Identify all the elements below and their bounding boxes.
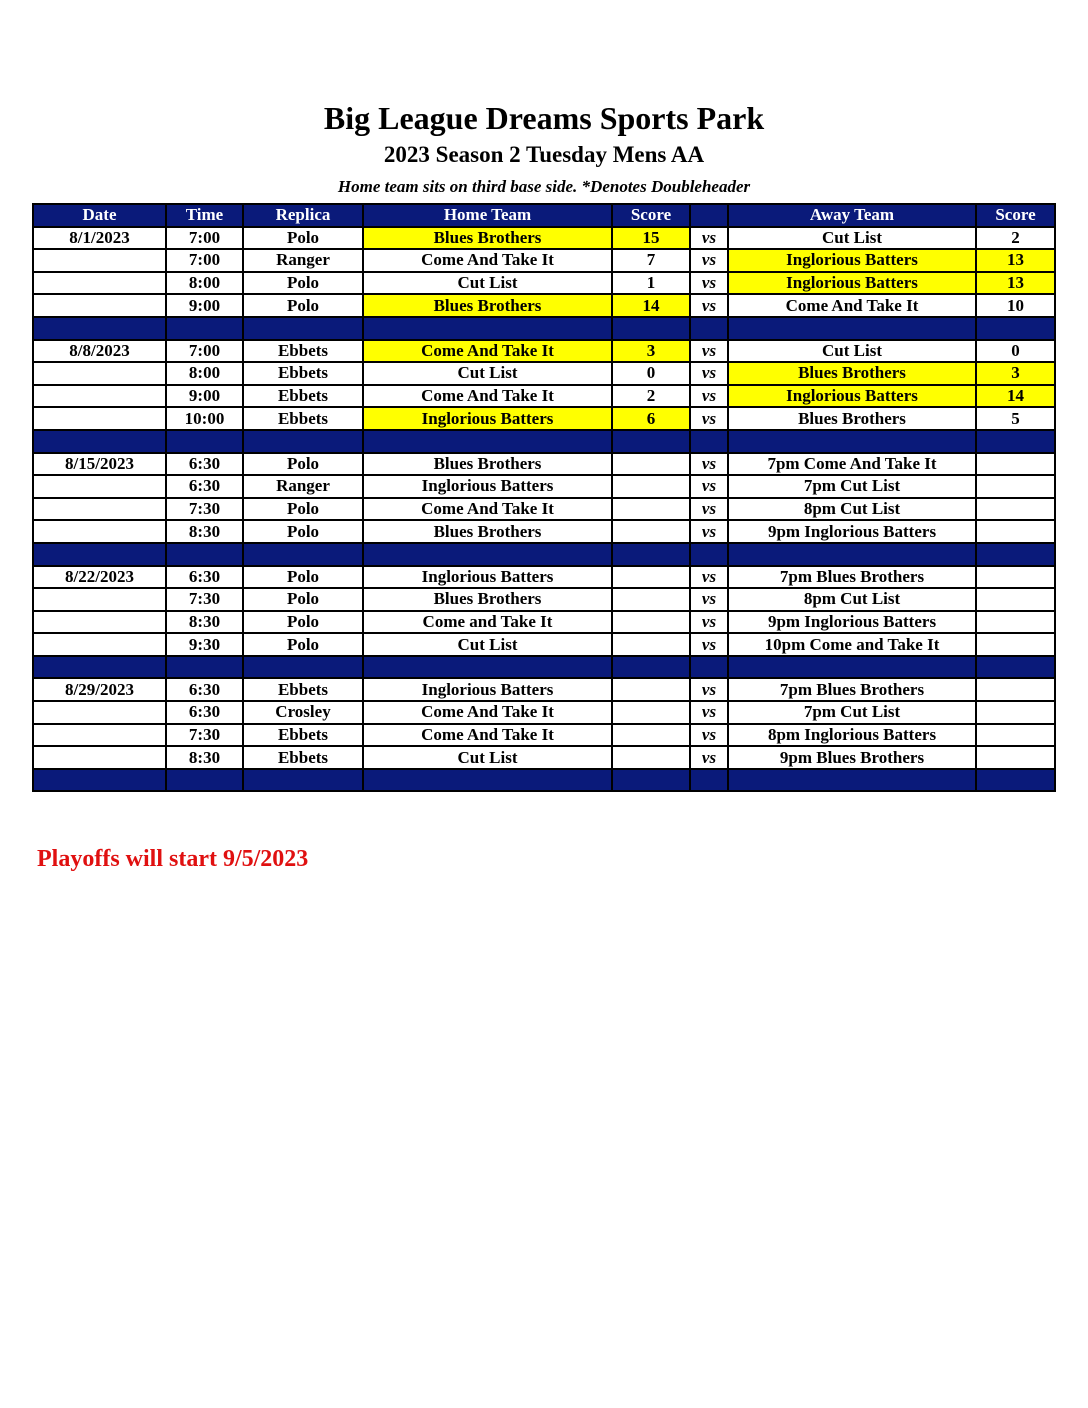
time-cell: 7:30 xyxy=(166,724,243,747)
replica-cell: Ranger xyxy=(243,475,363,498)
separator-cell xyxy=(976,317,1055,340)
time-cell: 8:00 xyxy=(166,272,243,295)
replica-cell: Ebbets xyxy=(243,407,363,430)
separator-cell xyxy=(728,769,976,792)
away-score-cell xyxy=(976,678,1055,701)
away-team-cell: 9pm Inglorious Batters xyxy=(728,611,976,634)
separator-cell xyxy=(690,656,728,679)
away-team-cell: 7pm Cut List xyxy=(728,701,976,724)
table-row xyxy=(33,407,1055,430)
away-score-cell xyxy=(976,520,1055,543)
home-score-cell: 15 xyxy=(612,227,690,250)
home-team-cell: Blues Brothers xyxy=(363,520,612,543)
vs-cell: vs xyxy=(690,249,728,272)
home-team-cell: Cut List xyxy=(363,362,612,385)
home-team-cell: Blues Brothers xyxy=(363,588,612,611)
away-score-cell xyxy=(976,724,1055,747)
time-cell: 10:00 xyxy=(166,407,243,430)
separator-cell xyxy=(363,543,612,566)
date-cell xyxy=(33,475,166,498)
time-cell: 6:30 xyxy=(166,475,243,498)
home-score-cell: 2 xyxy=(612,385,690,408)
home-score-cell xyxy=(612,611,690,634)
vs-cell: vs xyxy=(690,294,728,317)
home-team-cell: Cut List xyxy=(363,633,612,656)
away-score-cell xyxy=(976,498,1055,521)
separator-cell xyxy=(976,769,1055,792)
separator-cell xyxy=(728,543,976,566)
home-team-cell: Inglorious Batters xyxy=(363,475,612,498)
column-header-home-score: Score xyxy=(612,204,690,227)
separator-cell xyxy=(612,543,690,566)
vs-cell: vs xyxy=(690,678,728,701)
separator-cell xyxy=(243,769,363,792)
away-team-cell: 10pm Come and Take It xyxy=(728,633,976,656)
away-team-cell: 8pm Cut List xyxy=(728,498,976,521)
time-cell: 9:00 xyxy=(166,294,243,317)
replica-cell: Polo xyxy=(243,611,363,634)
away-score-cell xyxy=(976,633,1055,656)
vs-cell: vs xyxy=(690,227,728,250)
table-row xyxy=(33,249,1055,272)
home-score-cell: 7 xyxy=(612,249,690,272)
column-header-date: Date xyxy=(33,204,166,227)
away-score-cell: 5 xyxy=(976,407,1055,430)
table-row xyxy=(33,633,1055,656)
week-separator-row xyxy=(33,317,1055,340)
separator-cell xyxy=(363,656,612,679)
separator-cell xyxy=(33,430,166,453)
home-score-cell xyxy=(612,701,690,724)
separator-cell xyxy=(33,317,166,340)
separator-cell xyxy=(976,543,1055,566)
separator-cell xyxy=(690,317,728,340)
separator-cell xyxy=(690,769,728,792)
vs-cell: vs xyxy=(690,633,728,656)
table-row xyxy=(33,746,1055,769)
home-team-cell: Cut List xyxy=(363,746,612,769)
away-score-cell: 13 xyxy=(976,272,1055,295)
vs-cell: vs xyxy=(690,701,728,724)
away-score-cell: 0 xyxy=(976,340,1055,363)
date-cell xyxy=(33,407,166,430)
table-row xyxy=(33,724,1055,747)
replica-cell: Polo xyxy=(243,566,363,589)
away-score-cell: 14 xyxy=(976,385,1055,408)
week-separator-row xyxy=(33,656,1055,679)
date-cell: 8/15/2023 xyxy=(33,453,166,476)
home-score-cell xyxy=(612,498,690,521)
replica-cell: Ebbets xyxy=(243,340,363,363)
date-cell xyxy=(33,746,166,769)
home-score-cell xyxy=(612,633,690,656)
home-score-cell xyxy=(612,724,690,747)
date-cell: 8/29/2023 xyxy=(33,678,166,701)
date-cell xyxy=(33,633,166,656)
home-score-cell: 6 xyxy=(612,407,690,430)
week-separator-row xyxy=(33,769,1055,792)
replica-cell: Polo xyxy=(243,453,363,476)
replica-cell: Ebbets xyxy=(243,362,363,385)
playoffs-notice: Playoffs will start 9/5/2023 xyxy=(37,846,309,872)
table-row xyxy=(33,498,1055,521)
replica-cell: Ebbets xyxy=(243,746,363,769)
vs-cell: vs xyxy=(690,746,728,769)
date-cell xyxy=(33,520,166,543)
home-team-cell: Blues Brothers xyxy=(363,453,612,476)
separator-cell xyxy=(166,430,243,453)
date-cell xyxy=(33,724,166,747)
separator-cell xyxy=(690,430,728,453)
date-cell xyxy=(33,249,166,272)
vs-cell: vs xyxy=(690,475,728,498)
time-cell: 8:30 xyxy=(166,611,243,634)
home-team-cell: Come and Take It xyxy=(363,611,612,634)
separator-cell xyxy=(976,656,1055,679)
week-separator-row xyxy=(33,543,1055,566)
separator-cell xyxy=(612,656,690,679)
time-cell: 8:30 xyxy=(166,520,243,543)
replica-cell: Polo xyxy=(243,294,363,317)
home-team-cell: Come And Take It xyxy=(363,498,612,521)
replica-cell: Ebbets xyxy=(243,724,363,747)
away-team-cell: 7pm Blues Brothers xyxy=(728,678,976,701)
table-row xyxy=(33,475,1055,498)
table-row xyxy=(33,701,1055,724)
vs-cell: vs xyxy=(690,453,728,476)
vs-cell: vs xyxy=(690,566,728,589)
home-score-cell: 0 xyxy=(612,362,690,385)
replica-cell: Ranger xyxy=(243,249,363,272)
home-team-cell: Blues Brothers xyxy=(363,227,612,250)
table-row xyxy=(33,294,1055,317)
replica-cell: Polo xyxy=(243,498,363,521)
time-cell: 7:00 xyxy=(166,227,243,250)
separator-cell xyxy=(728,430,976,453)
away-score-cell: 13 xyxy=(976,249,1055,272)
away-team-cell: 8pm Inglorious Batters xyxy=(728,724,976,747)
home-score-cell xyxy=(612,475,690,498)
separator-cell xyxy=(243,317,363,340)
separator-cell xyxy=(690,543,728,566)
separator-cell xyxy=(166,543,243,566)
column-header-vs xyxy=(690,204,728,227)
separator-cell xyxy=(166,656,243,679)
away-team-cell: Come And Take It xyxy=(728,294,976,317)
separator-cell xyxy=(728,656,976,679)
home-score-cell xyxy=(612,453,690,476)
separator-cell xyxy=(33,543,166,566)
date-cell xyxy=(33,588,166,611)
away-score-cell: 10 xyxy=(976,294,1055,317)
vs-cell: vs xyxy=(690,362,728,385)
vs-cell: vs xyxy=(690,407,728,430)
away-team-cell: 9pm Inglorious Batters xyxy=(728,520,976,543)
time-cell: 7:00 xyxy=(166,249,243,272)
page-title: Big League Dreams Sports Park xyxy=(323,100,765,136)
replica-cell: Crosley xyxy=(243,701,363,724)
home-score-cell: 3 xyxy=(612,340,690,363)
date-cell xyxy=(33,385,166,408)
time-cell: 6:30 xyxy=(166,453,243,476)
home-team-cell: Inglorious Batters xyxy=(363,566,612,589)
column-header-replica: Replica xyxy=(243,204,363,227)
away-team-cell: Blues Brothers xyxy=(728,407,976,430)
separator-cell xyxy=(363,769,612,792)
week-separator-row xyxy=(33,430,1055,453)
separator-cell xyxy=(612,317,690,340)
table-row xyxy=(33,678,1055,701)
away-team-cell: 7pm Cut List xyxy=(728,475,976,498)
separator-cell xyxy=(33,769,166,792)
away-team-cell: Cut List xyxy=(728,227,976,250)
table-header-row xyxy=(33,204,1055,227)
vs-cell: vs xyxy=(690,498,728,521)
home-team-cell: Inglorious Batters xyxy=(363,678,612,701)
table-row xyxy=(33,453,1055,476)
separator-cell xyxy=(166,317,243,340)
table-row xyxy=(33,227,1055,250)
home-score-cell: 14 xyxy=(612,294,690,317)
schedule-table xyxy=(32,203,1056,792)
time-cell: 7:30 xyxy=(166,588,243,611)
away-team-cell: 9pm Blues Brothers xyxy=(728,746,976,769)
away-score-cell xyxy=(976,746,1055,769)
time-cell: 9:30 xyxy=(166,633,243,656)
home-score-cell xyxy=(612,678,690,701)
time-cell: 8:30 xyxy=(166,746,243,769)
table-row xyxy=(33,272,1055,295)
separator-cell xyxy=(243,656,363,679)
separator-cell xyxy=(976,430,1055,453)
away-team-cell: Cut List xyxy=(728,340,976,363)
separator-cell xyxy=(612,430,690,453)
time-cell: 8:00 xyxy=(166,362,243,385)
separator-cell xyxy=(612,769,690,792)
date-cell xyxy=(33,701,166,724)
away-team-cell: 7pm Blues Brothers xyxy=(728,566,976,589)
table-row xyxy=(33,566,1055,589)
separator-cell xyxy=(243,543,363,566)
away-team-cell: Inglorious Batters xyxy=(728,385,976,408)
away-team-cell: 7pm Come And Take It xyxy=(728,453,976,476)
time-cell: 6:30 xyxy=(166,701,243,724)
date-cell xyxy=(33,272,166,295)
away-score-cell: 3 xyxy=(976,362,1055,385)
date-cell xyxy=(33,362,166,385)
replica-cell: Polo xyxy=(243,227,363,250)
time-cell: 7:00 xyxy=(166,340,243,363)
away-score-cell xyxy=(976,701,1055,724)
time-cell: 9:00 xyxy=(166,385,243,408)
separator-cell xyxy=(33,656,166,679)
date-cell: 8/1/2023 xyxy=(33,227,166,250)
away-score-cell xyxy=(976,611,1055,634)
date-cell xyxy=(33,294,166,317)
home-team-cell: Come And Take It xyxy=(363,724,612,747)
column-header-away-team: Away Team xyxy=(728,204,976,227)
table-row xyxy=(33,611,1055,634)
separator-cell xyxy=(728,317,976,340)
replica-cell: Polo xyxy=(243,272,363,295)
column-header-away-score: Score xyxy=(976,204,1055,227)
replica-cell: Polo xyxy=(243,633,363,656)
date-cell xyxy=(33,611,166,634)
separator-cell xyxy=(166,769,243,792)
vs-cell: vs xyxy=(690,385,728,408)
home-team-note: Home team sits on third base side. *Denotes Doubleheader xyxy=(337,177,751,196)
time-cell: 7:30 xyxy=(166,498,243,521)
table-row xyxy=(33,362,1055,385)
home-team-cell: Come And Take It xyxy=(363,701,612,724)
away-score-cell xyxy=(976,566,1055,589)
table-row xyxy=(33,588,1055,611)
separator-cell xyxy=(363,430,612,453)
home-score-cell xyxy=(612,746,690,769)
away-team-cell: Inglorious Batters xyxy=(728,272,976,295)
separator-cell xyxy=(243,430,363,453)
schedule-body xyxy=(33,227,1055,792)
vs-cell: vs xyxy=(690,724,728,747)
home-score-cell: 1 xyxy=(612,272,690,295)
column-header-home-team: Home Team xyxy=(363,204,612,227)
replica-cell: Polo xyxy=(243,588,363,611)
home-score-cell xyxy=(612,588,690,611)
away-score-cell xyxy=(976,588,1055,611)
time-cell: 6:30 xyxy=(166,566,243,589)
replica-cell: Ebbets xyxy=(243,678,363,701)
vs-cell: vs xyxy=(690,340,728,363)
table-row xyxy=(33,385,1055,408)
page-subtitle: 2023 Season 2 Tuesday Mens AA xyxy=(383,142,705,167)
away-team-cell: Inglorious Batters xyxy=(728,249,976,272)
home-team-cell: Come And Take It xyxy=(363,249,612,272)
home-team-cell: Inglorious Batters xyxy=(363,407,612,430)
home-team-cell: Come And Take It xyxy=(363,340,612,363)
date-cell: 8/8/2023 xyxy=(33,340,166,363)
away-team-cell: 8pm Cut List xyxy=(728,588,976,611)
replica-cell: Ebbets xyxy=(243,385,363,408)
home-team-cell: Blues Brothers xyxy=(363,294,612,317)
date-cell xyxy=(33,498,166,521)
home-team-cell: Come And Take It xyxy=(363,385,612,408)
table-row xyxy=(33,340,1055,363)
home-team-cell: Cut List xyxy=(363,272,612,295)
vs-cell: vs xyxy=(690,520,728,543)
away-score-cell xyxy=(976,475,1055,498)
vs-cell: vs xyxy=(690,588,728,611)
away-team-cell: Blues Brothers xyxy=(728,362,976,385)
away-score-cell xyxy=(976,453,1055,476)
table-row xyxy=(33,520,1055,543)
column-header-time: Time xyxy=(166,204,243,227)
home-score-cell xyxy=(612,520,690,543)
time-cell: 6:30 xyxy=(166,678,243,701)
vs-cell: vs xyxy=(690,611,728,634)
replica-cell: Polo xyxy=(243,520,363,543)
home-score-cell xyxy=(612,566,690,589)
vs-cell: vs xyxy=(690,272,728,295)
separator-cell xyxy=(363,317,612,340)
away-score-cell: 2 xyxy=(976,227,1055,250)
date-cell: 8/22/2023 xyxy=(33,566,166,589)
